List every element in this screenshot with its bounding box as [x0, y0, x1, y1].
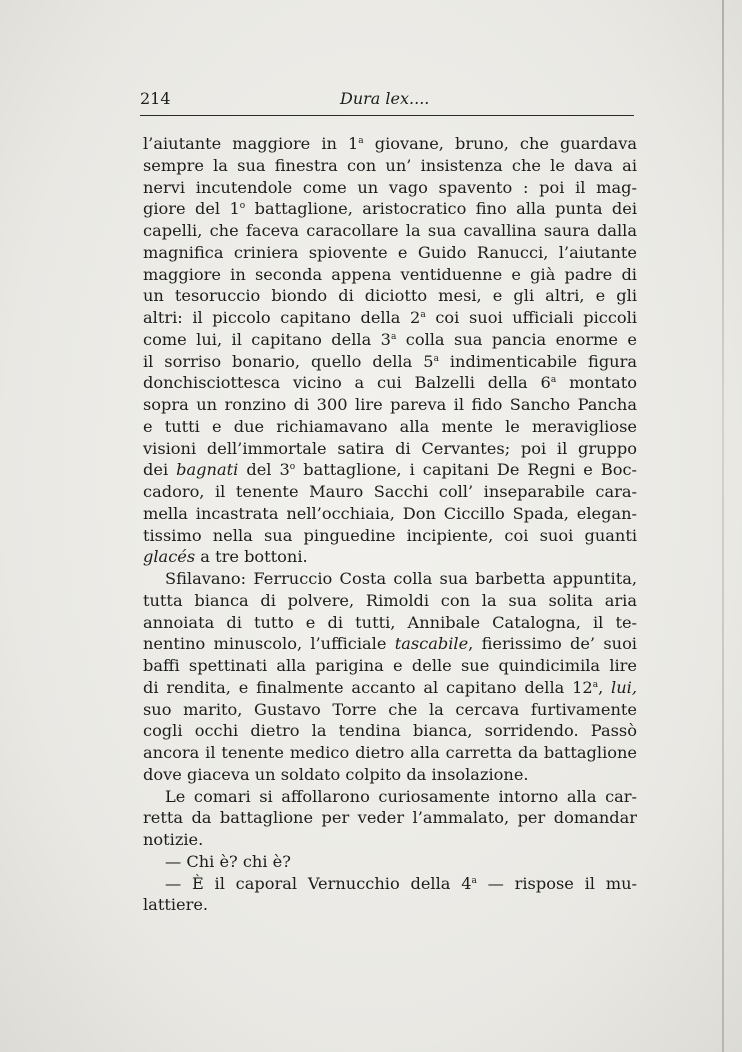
body-text	[143, 133, 637, 916]
text-line: notizie.	[143, 830, 204, 849]
text-line: annoiata di tutto e di tutti, Annibale Catalogna, il te-	[143, 612, 637, 632]
page-header	[140, 85, 634, 111]
text-line: cogli occhi dietro la tendina bianca, sorridendo. Passò	[143, 721, 637, 741]
text-line: glacés a tre bottoni.	[143, 547, 308, 567]
text-line: dei bagnati del 3$^o$ battaglione, i capitani De Regni e Boc-	[143, 460, 637, 480]
text-line: come lui, il capitano della 3$^a$ colla sua pancia enorme e	[143, 329, 637, 349]
text-line: altri: il piccolo capitano della 2$^a$ coi suoi ufficiali piccoli	[143, 308, 638, 327]
text-line: sopra un ronzino di 300 lire pareva il fido Sancho Pancha	[143, 395, 637, 414]
text-line: baffi spettinati alla parigina e delle sue quindicimila lire	[143, 656, 637, 675]
text-line: un tesoruccio biondo di diciotto mesi, e gli altri, e gli	[143, 286, 637, 306]
text-line: capelli, che faceva caracollare la sua cavallina saura dalla	[143, 221, 637, 240]
text-line: retta da battaglione per veder l’ammalato, per domandar	[143, 808, 637, 828]
text-line: cadoro, il tenente Mauro Sacchi coll’ inseparabile cara-	[143, 482, 637, 501]
text-line: lattiere.	[143, 895, 209, 915]
text-line: di rendita, e finalmente accanto al capitano della 12$^a$, lui,	[143, 677, 637, 697]
page-edge-shadow	[722, 0, 724, 1052]
page-number: 214	[140, 89, 171, 108]
text-line: maggiore in seconda appena ventiduenne e già padre di	[143, 264, 637, 284]
text-line: suo marito, Gustavo Torre che la cercava furtivamente	[143, 699, 637, 719]
text-line: ancora il tenente medico dietro alla carretta da battaglione	[143, 743, 637, 762]
text-line: giore del 1$^o$ battaglione, aristocratico fino alla punta dei	[143, 199, 637, 219]
text-line: — È il caporal Vernucchio della 4$^a$ — rispose il mu-	[165, 873, 637, 893]
text-line: Sfilavano: Ferruccio Costa colla sua barbetta appuntita,	[165, 569, 637, 588]
text-line: donchisciottesca vicino a cui Balzelli della 6$^a$ montato	[143, 373, 637, 393]
text-line: Le comari si affollarono curiosamente intorno alla car-	[165, 786, 637, 806]
text-line: nentino minuscolo, l’ufficiale tascabile, fierissimo de’ suoi	[143, 634, 637, 654]
text-line: tissimo nella sua pinguedine incipiente, coi suoi guanti	[143, 525, 637, 545]
text-line: l’aiutante maggiore in 1$^a$ giovane, bruno, che guardava	[143, 134, 638, 153]
text-line: — Chi è? chi è?	[165, 851, 291, 871]
text-line: dove giaceva un soldato colpito da insolazione.	[143, 764, 529, 784]
text-line: tutta bianca di polvere, Rimoldi con la sua solita aria	[143, 590, 637, 610]
text-line: magnifica criniera spiovente e Guido Ranucci, l’aiutante	[143, 242, 637, 262]
text-line: nervi incutendole come un vago spavento : poi il mag-	[143, 177, 637, 197]
text-line: il sorriso bonario, quello della 5$^a$ indimenticabile figura	[143, 351, 637, 371]
text-line: mella incastrata nell’occhiaia, Don Ciccillo Spada, elegan-	[143, 503, 637, 523]
text-line: visioni dell’immortale satira di Cervantes; poi il gruppo	[143, 438, 637, 458]
text-line: sempre la sua finestra con un’ insistenza che le dava ai	[143, 155, 637, 175]
running-title: Dura lex....	[340, 89, 430, 108]
text-line: e tutti e due richiamavano alla mente le meravigliose	[143, 416, 637, 436]
header-rule	[140, 115, 634, 116]
